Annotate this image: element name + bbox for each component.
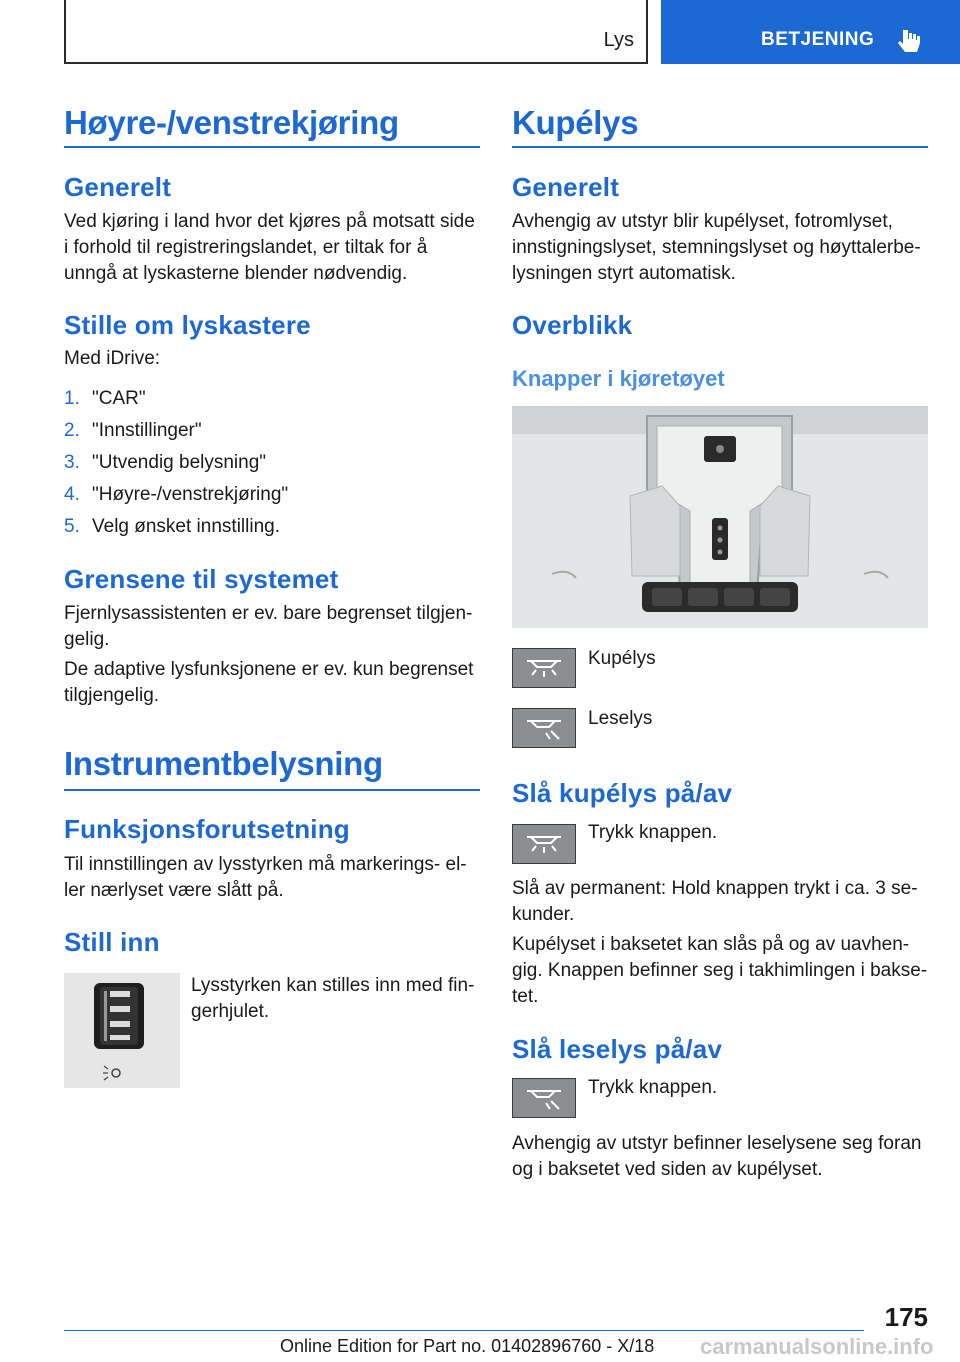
header-chapter-box (661, 0, 960, 64)
text-line: Kupélyset i baksetet kan slås på og av uavhen- (512, 934, 910, 955)
text-line: og i baksetet ved siden av kupélyset. (512, 1159, 823, 1180)
text-line: Slå av permanent: Hold knappen trykt i ca. 3 se- (512, 878, 918, 899)
text-line: Lysstyrken kan stilles inn med fin- (191, 975, 475, 996)
step-text: "CAR" (92, 388, 146, 409)
text-line: ler nærlyset være slått på. (64, 880, 284, 901)
hand-pointer-icon (897, 28, 923, 56)
step-number: 4. (64, 484, 80, 505)
reading-light-icon (512, 708, 576, 748)
left-switch-heading: Stille om lyskastere (64, 310, 311, 340)
reading-p1 (512, 1131, 921, 1183)
adjust-heading: Still inn (64, 927, 160, 957)
left-limits-p1 (64, 601, 472, 653)
text-line: gelig. (64, 629, 110, 650)
text-line: Avhengig av utstyr blir kupélyset, fotromlyset, (512, 211, 893, 232)
reading-light-icon (512, 1078, 576, 1118)
legend-label-interior: Kupélys (588, 648, 656, 669)
text-line: gig. Knappen befinner seg i takhimlingen i bakse- (512, 960, 928, 981)
list-item (64, 482, 464, 508)
left-general-text (64, 209, 475, 287)
overhead-console-image (512, 406, 928, 628)
list-item (64, 386, 464, 412)
step-text: "Innstillinger" (92, 420, 202, 441)
interior-light-icon (512, 648, 576, 688)
interior-p2 (512, 932, 927, 1010)
text-line: i forhold til registreringslandet, er tiltak for å (64, 237, 428, 258)
text-line: gerhjulet. (191, 1001, 270, 1022)
text-line: Ved kjøring i land hvor det kjøres på motsatt side (64, 211, 475, 232)
step-number: 1. (64, 388, 80, 409)
header-chapter-label: BETJENING (761, 29, 875, 50)
text-line: Fjernlysassistenten er ev. bare begrenset tilgjen- (64, 603, 473, 624)
right-title-rule (512, 146, 928, 148)
header-section-label: Lys (603, 29, 634, 51)
header-section-box (64, 0, 648, 64)
step-number: 5. (64, 516, 80, 537)
reading-heading: Slå leselys på/av (512, 1034, 723, 1064)
text-line: Avhengig av utstyr befinner leselysene seg foran (512, 1133, 922, 1154)
text-line: lysningen styrt automatisk. (512, 263, 736, 284)
left-limits-p2 (64, 657, 473, 709)
list-item (64, 514, 464, 540)
steps-list (64, 386, 464, 546)
step-text: Velg ønsket innstilling. (92, 516, 280, 537)
text-line: tilgjengelig. (64, 685, 160, 706)
adjust-text (191, 973, 474, 1025)
interior-press-text: Trykk knappen. (588, 822, 718, 843)
func-text (64, 852, 467, 904)
text-line: tet. (512, 986, 539, 1007)
buttons-heading: Knapper i kjøretøyet (512, 366, 725, 391)
left-general-heading: Generelt (64, 172, 172, 202)
text-line: innstigningslyset, stemningslyset og høyttalerbe- (512, 237, 921, 258)
text-line: Til innstillingen av lysstyrken må markerings- el- (64, 854, 467, 875)
step-number: 2. (64, 420, 80, 441)
text-line: kunder. (512, 904, 575, 925)
left-limits-heading: Grensene til systemet (64, 564, 339, 594)
step-number: 3. (64, 452, 80, 473)
right-general-text (512, 209, 921, 287)
text-line: unngå at lyskasterne blender nødvendig. (64, 263, 408, 284)
list-item (64, 450, 464, 476)
interior-heading: Slå kupélys på/av (512, 778, 733, 808)
left-title-rule (64, 146, 480, 148)
page-number: 175 (884, 1302, 928, 1332)
thumbwheel-image (64, 973, 180, 1088)
step-text: "Utvendig belysning" (92, 452, 267, 473)
footer-edition: Online Edition for Part no. 01402896760 - X/18 (280, 1336, 655, 1356)
left-switch-intro: Med iDrive: (64, 348, 161, 369)
interior-light-icon (512, 824, 576, 864)
reading-press-text: Trykk knappen. (588, 1077, 718, 1098)
step-text: "Høyre-/venstrekjøring" (92, 484, 289, 505)
interior-p1 (512, 876, 918, 928)
right-general-heading: Generelt (512, 172, 620, 202)
instr-title-rule (64, 789, 480, 791)
func-heading: Funksjonsforutsetning (64, 814, 350, 844)
legend-label-reading: Leselys (588, 708, 653, 729)
watermark: carmanualsonline.info (700, 1334, 934, 1359)
left-title: Høyre-/venstrekjøring (64, 104, 399, 141)
list-item (64, 418, 464, 444)
text-line: De adaptive lysfunksjonene er ev. kun begrenset (64, 659, 474, 680)
footer-rule (64, 1330, 864, 1331)
overview-heading: Overblikk (512, 310, 633, 340)
right-title: Kupélys (512, 104, 639, 141)
instr-title: Instrumentbelysning (64, 745, 383, 782)
